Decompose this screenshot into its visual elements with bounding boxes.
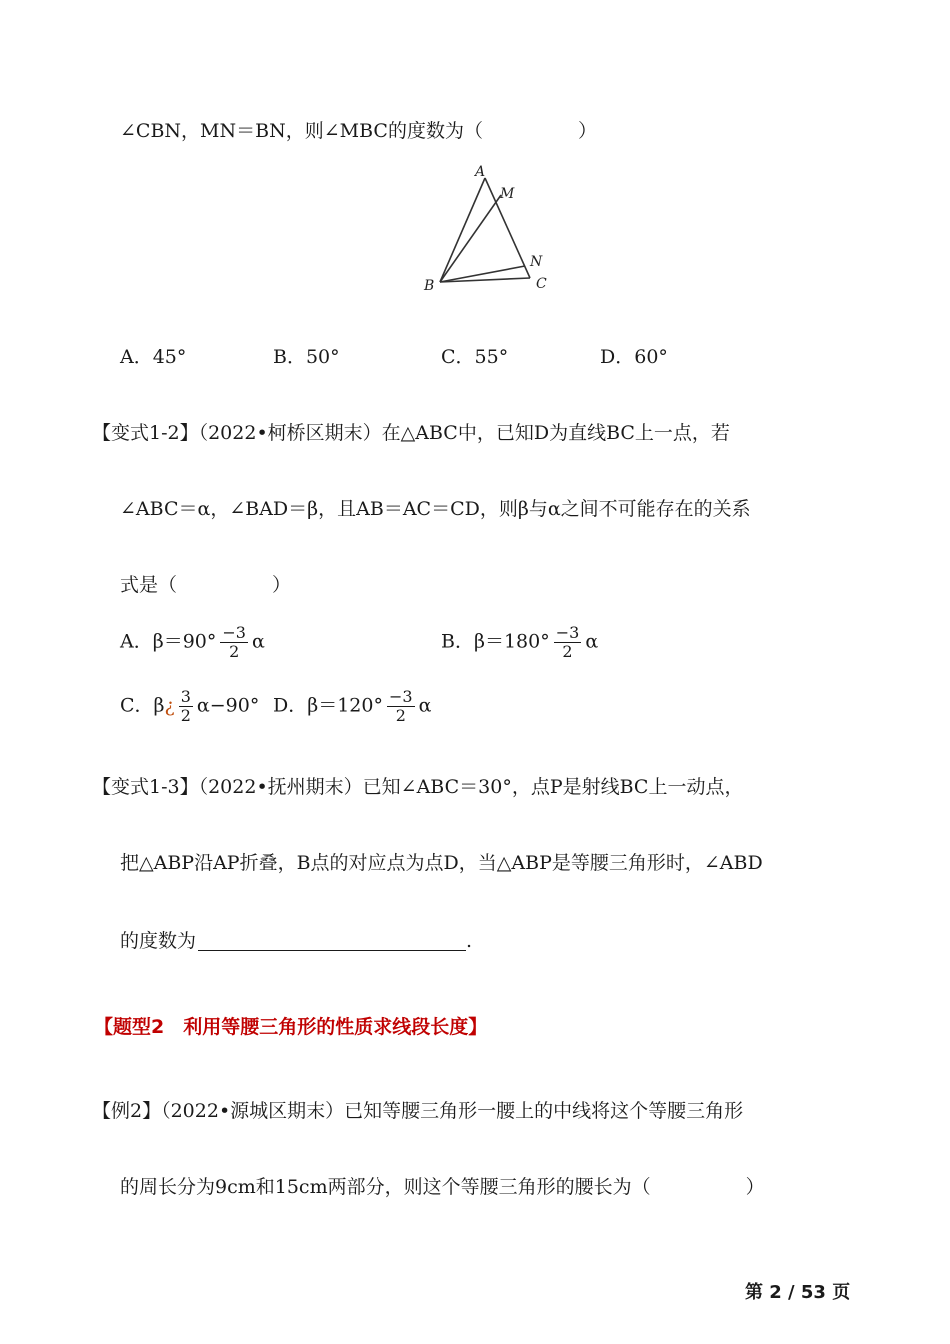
fraction-numerator: −3: [388, 687, 413, 706]
fraction: [179, 688, 193, 725]
label-n: N: [530, 254, 543, 270]
example-2-line2: 的周长分为9cm和15cm两部分，则这个等腰三角形的腰长为（ ）: [120, 1176, 765, 1198]
option-a: A．45°: [120, 346, 187, 368]
fraction-denominator: 2: [395, 706, 406, 725]
variant-1-3-line3: [120, 926, 472, 953]
answer-blank: [198, 932, 466, 951]
variant-1-3-line3-text: 的度数为: [120, 930, 197, 952]
triangle-figure: [418, 160, 558, 295]
fraction: [554, 624, 582, 661]
variant-1-2-line3: 式是（ ）: [120, 574, 292, 596]
variant-1-2-option-b: [441, 624, 598, 661]
fraction-numerator: −3: [222, 623, 246, 642]
fraction: [220, 624, 248, 661]
option-c: C．55°: [441, 346, 509, 368]
alpha-symbol: α: [251, 630, 265, 653]
fraction: [387, 688, 415, 725]
fraction-denominator: 2: [562, 642, 573, 661]
section-heading: 【题型2 利用等腰三角形的性质求线段长度】: [94, 1016, 488, 1038]
variant-1-2-line2: ∠ABC＝α，∠BAD＝β，且AB＝AC＝CD，则β与α之间不可能存在的关系: [120, 498, 751, 520]
label-m: M: [500, 186, 515, 202]
period: .: [466, 930, 473, 952]
variant-1-2-option-d: [273, 688, 431, 725]
fraction-numerator: −3: [555, 623, 580, 642]
option-d: D．60°: [600, 346, 668, 368]
alpha-symbol: α: [418, 694, 432, 717]
label-b: B: [424, 278, 435, 294]
variant-1-2-line1: 【变式1-2】（2022•柯桥区期末）在△ABC中，已知D为直线BC上一点，若: [92, 422, 730, 444]
option-a-prefix: A．β＝90°: [120, 630, 217, 653]
alpha-symbol: α: [585, 630, 599, 653]
fraction-denominator: 2: [229, 642, 240, 661]
option-c-prefix: C．β: [120, 694, 165, 717]
fraction-denominator: 2: [180, 706, 191, 725]
option-b: B．50°: [273, 346, 340, 368]
variant-1-2-option-a: [120, 624, 265, 661]
page-number: 第 2 / 53 页: [745, 1282, 851, 1303]
option-c-suffix: α−90°: [196, 694, 260, 717]
option-b-prefix: B．β＝180°: [441, 630, 550, 653]
variant-1-2-option-c: [120, 688, 259, 725]
variant-1-3-line1: 【变式1-3】（2022•抚州期末）已知∠ABC＝30°，点P是射线BC上一动点，: [92, 776, 744, 798]
fraction-numerator: 3: [180, 687, 191, 706]
garbled-symbol: ¿: [164, 694, 175, 717]
option-d-prefix: D．β＝120°: [273, 694, 383, 717]
variant-1-3-line2: 把△ABP沿AP折叠，B点的对应点为点D，当△ABP是等腰三角形时，∠ABD: [120, 852, 763, 874]
label-c: C: [536, 276, 547, 292]
question-stem-tail: ∠CBN，MN＝BN，则∠MBC的度数为（ ）: [120, 120, 597, 142]
label-a: A: [475, 164, 486, 180]
example-2-line1: 【例2】（2022•源城区期末）已知等腰三角形一腰上的中线将这个等腰三角形: [92, 1100, 744, 1122]
